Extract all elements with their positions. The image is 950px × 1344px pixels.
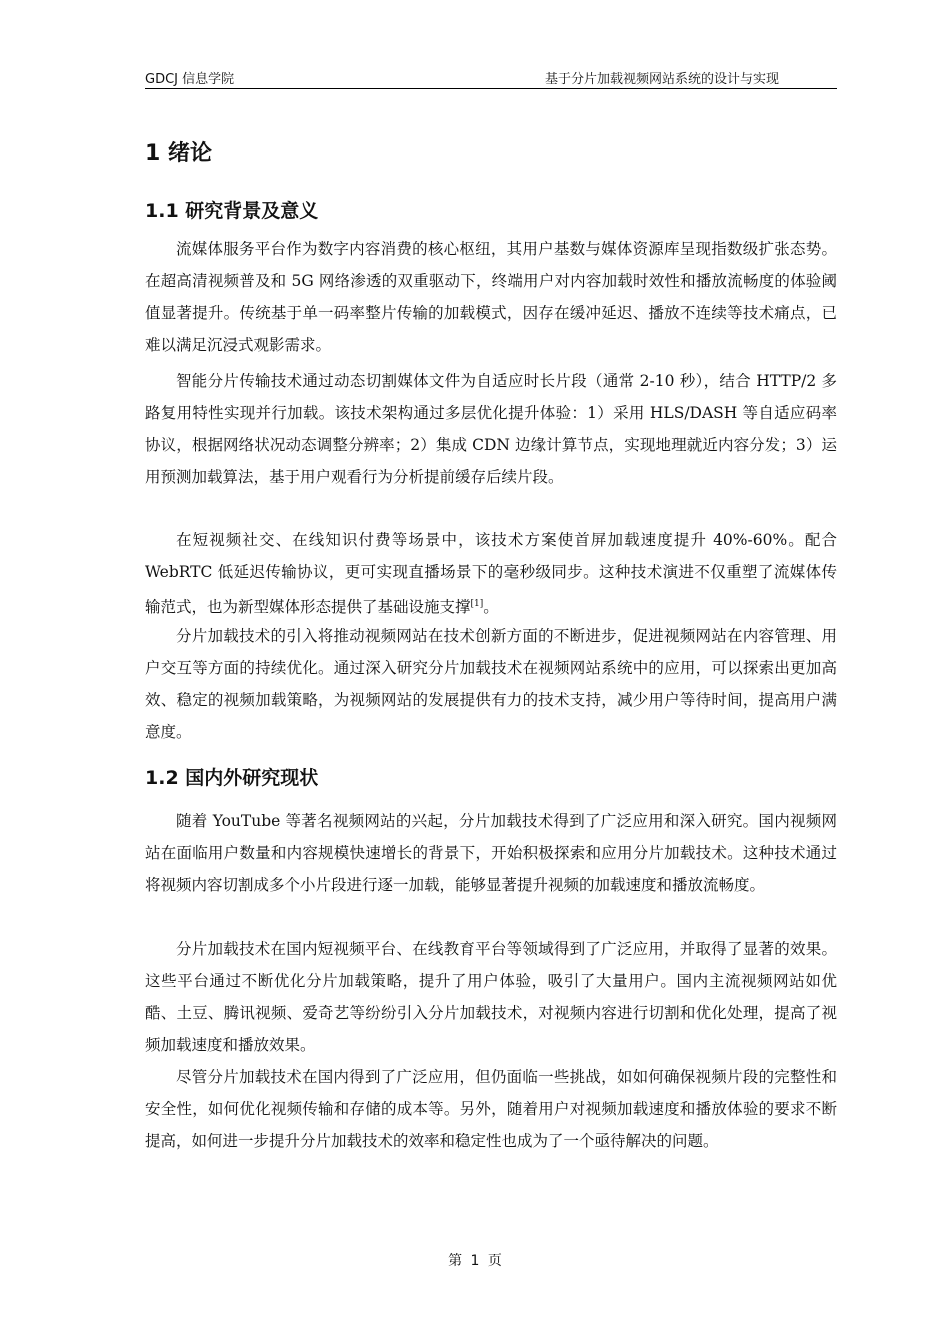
- citation-ref: [1]: [470, 599, 484, 609]
- paragraph: 尽管分片加载技术在国内得到了广泛应用，但仍面临一些挑战，如如何确保视频片段的完整性和安全性，如何优化视频传输和存储的成本等。另外，随着用户对视频加载速度和播放体验的要求不断提高，如何进一步提升分片加载技术的效率和稳定性也成为了一个亟待解决的问题。: [145, 1068, 837, 1150]
- chapter-title: 1 绪论: [145, 141, 212, 166]
- section-title-1-2: 1.2 国内外研究现状: [145, 767, 319, 789]
- page-number: 第 1 页: [448, 1253, 502, 1269]
- paragraph-end: 。: [483, 598, 499, 616]
- paragraph: 分片加载技术在国内短视频平台、在线教育平台等领域得到了广泛应用，并取得了显著的效果。这些平台通过不断优化分片加载策略，提升了用户体验，吸引了大量用户。国内主流视频网站如优酷、土豆、腾讯视频、爱奇艺等纷纷引入分片加载技术，对视频内容进行切割和优化处理，提高了视频加载速度和播放效果。: [145, 940, 837, 1054]
- page-header: [145, 66, 837, 89]
- header-institution: GDCJ 信息学院: [145, 72, 235, 87]
- paragraph-text: 在短视频社交、在线知识付费等场景中，该技术方案使首屏加载速度提升 40%-60%。配合 WebRTC 低延迟传输协议，更可实现直播场景下的毫秒级同步。这种技术演进不仅重塑了流媒体传输范式，也为新型媒体形态提供了基础设施支撑: [145, 531, 837, 616]
- paragraph: 随着 YouTube 等著名视频网站的兴起，分片加载技术得到了广泛应用和深入研究。国内视频网站在面临用户数量和内容规模快速增长的背景下，开始积极探索和应用分片加载技术。这种技术通过将视频内容切割成多个小片段进行逐一加载，能够显著提升视频的加载速度和播放流畅度。: [145, 812, 837, 894]
- paragraph: 分片加载技术的引入将推动视频网站在技术创新方面的不断进步，促进视频网站在内容管理、用户交互等方面的持续优化。通过深入研究分片加载技术在视频网站系统中的应用，可以探索出更加高效、稳定的视频加载策略，为视频网站的发展提供有力的技术支持，减少用户等待时间，提高用户满意度。: [145, 627, 837, 741]
- header-thesis-title: 基于分片加载视频网站系统的设计与实现: [544, 72, 779, 87]
- paragraph: 流媒体服务平台作为数字内容消费的核心枢纽，其用户基数与媒体资源库呈现指数级扩张态势。在超高清视频普及和 5G 网络渗透的双重驱动下，终端用户对内容加载时效性和播放流畅度的体验阈值显著提升。传统基于单一码率整片传输的加载模式，因存在缓冲延迟、播放不连续等技术痛点，已难以满足沉浸式观影需求。: [145, 240, 837, 354]
- paragraph: 智能分片传输技术通过动态切割媒体文件为自适应时长片段（通常 2-10 秒），结合 HTTP/2 多路复用特性实现并行加载。该技术架构通过多层优化提升体验：1）采用 HLS/DASH 等自适应码率协议，根据网络状况动态调整分辨率；2）集成 CDN 边缘计算节点，实现地理就近内容分发；3）运用预测加载算法，基于用户观看行为分析提前缓存后续片段。: [145, 372, 837, 486]
- section-title-1-1: 1.1 研究背景及意义: [145, 200, 319, 222]
- paragraph: [145, 524, 837, 623]
